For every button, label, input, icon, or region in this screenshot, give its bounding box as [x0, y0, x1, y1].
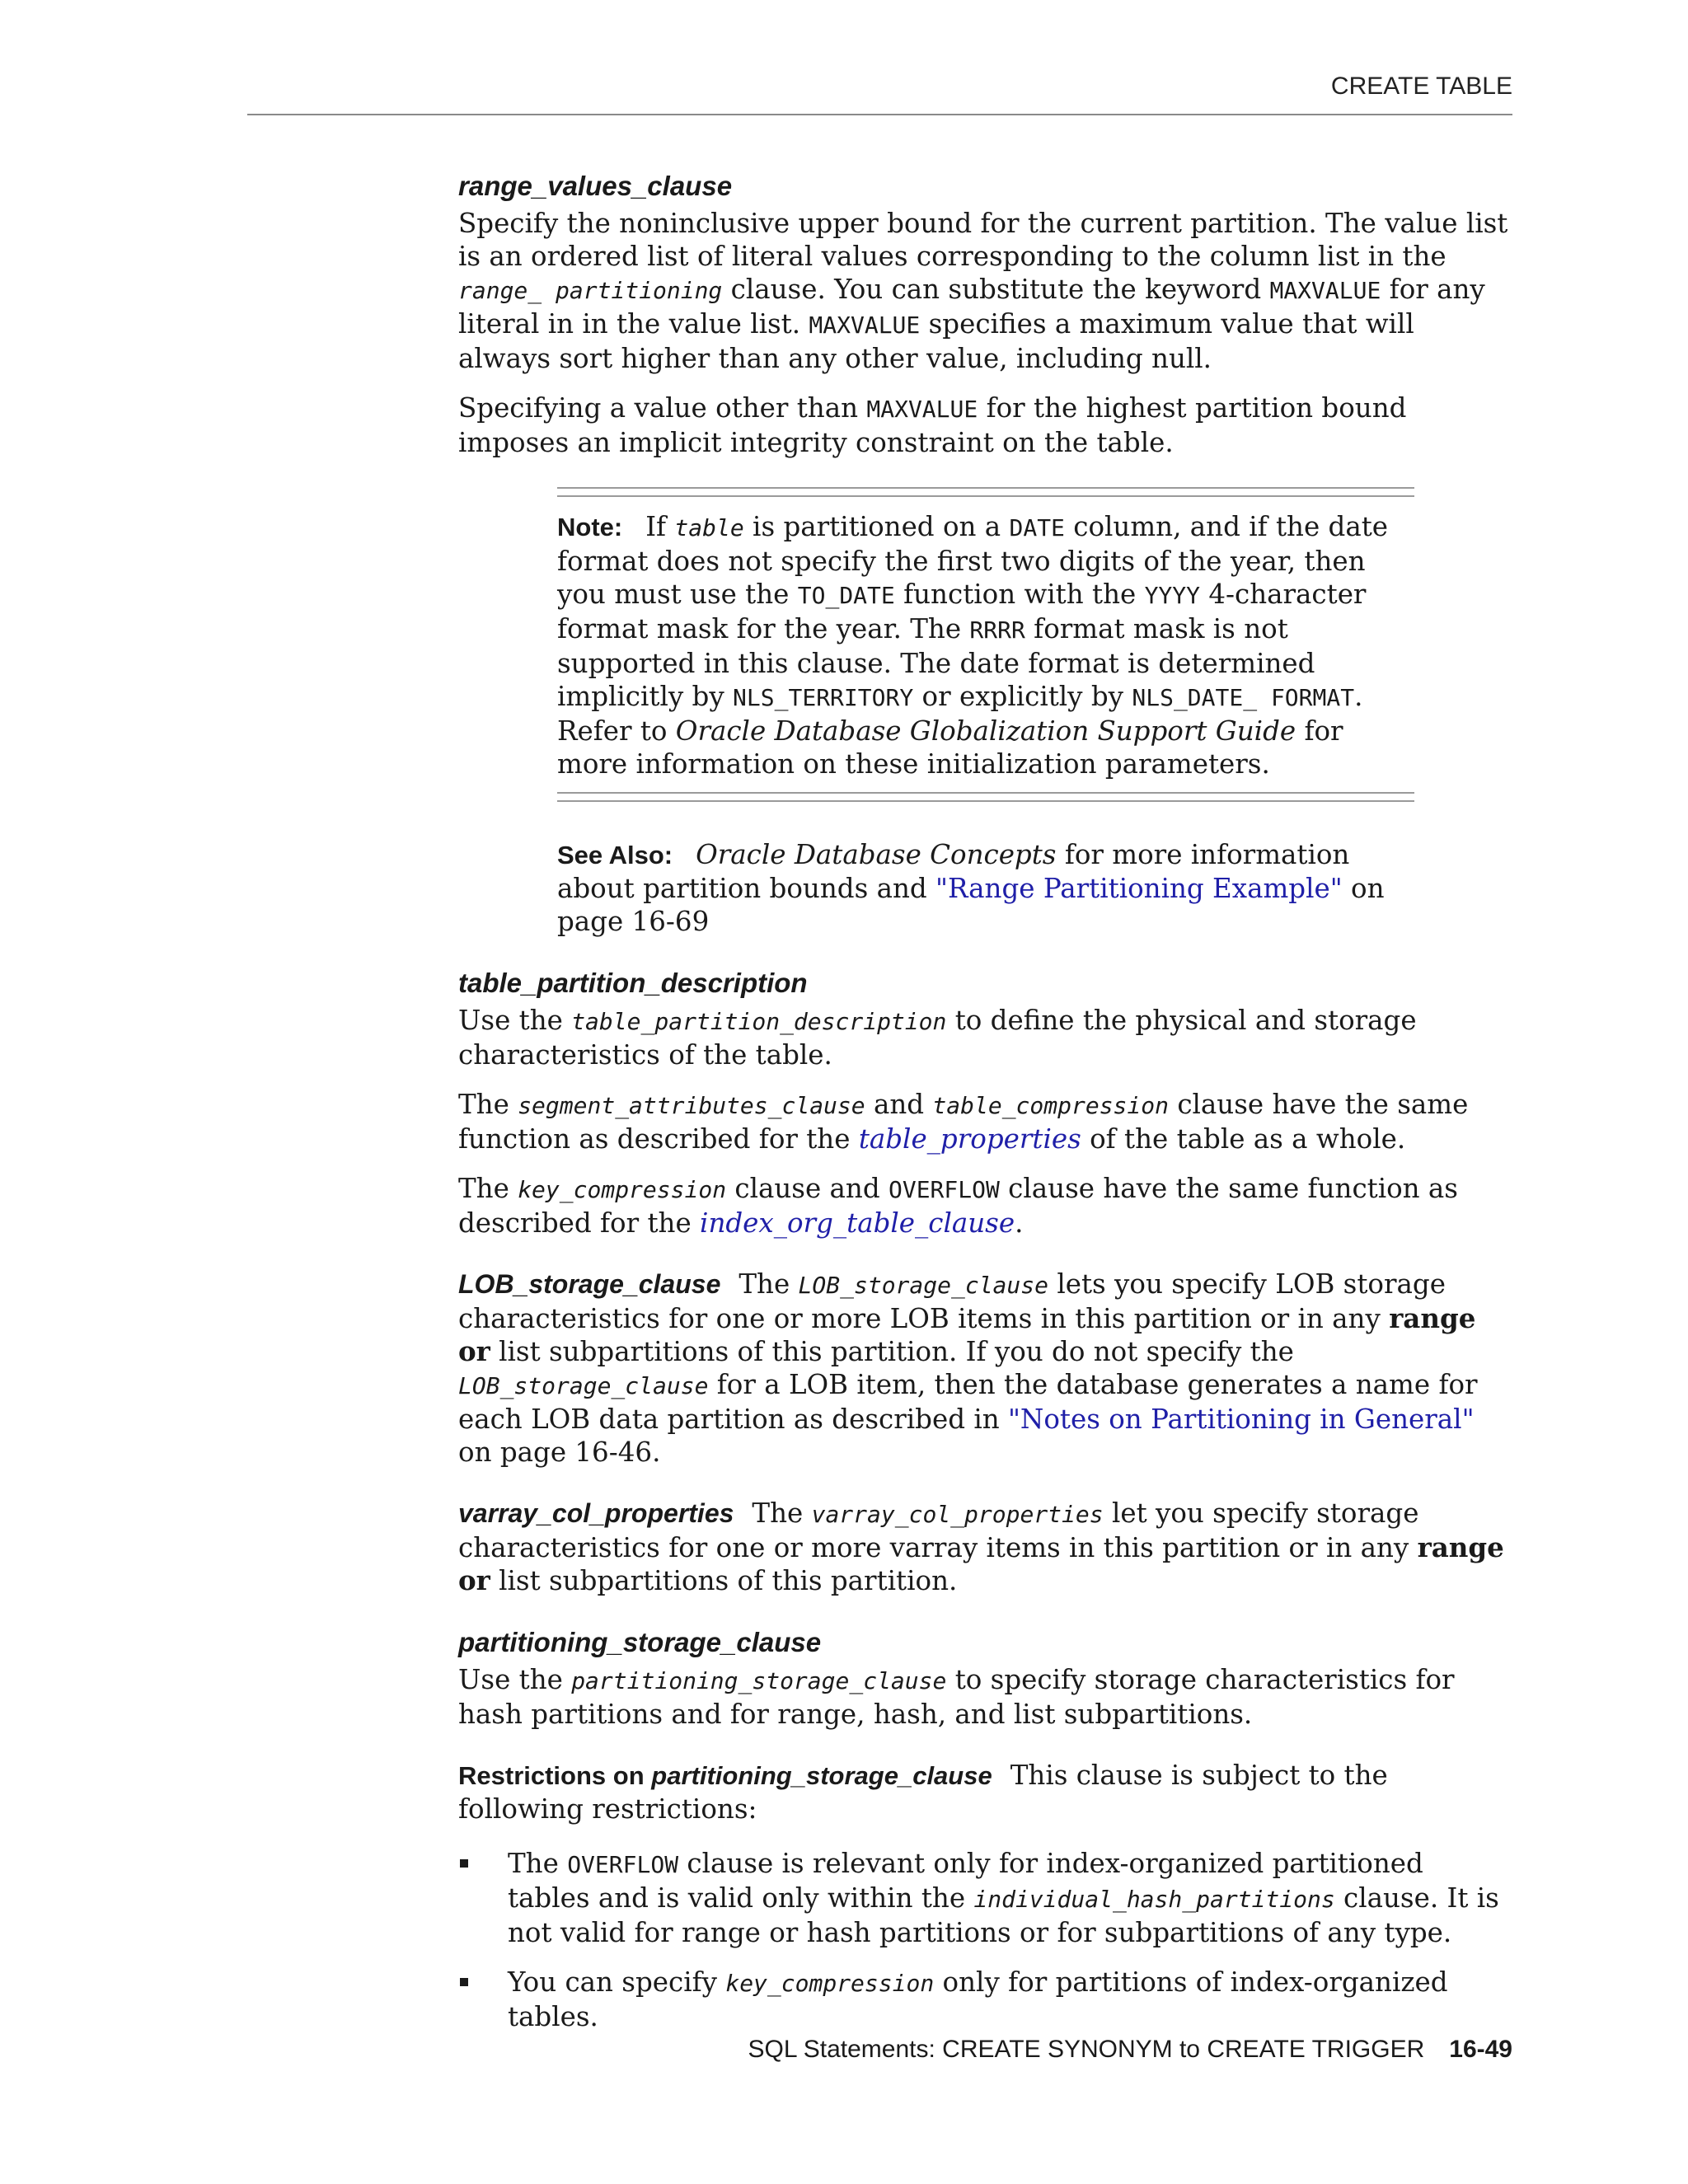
code-to-date: TO_DATE [797, 582, 895, 609]
code-date: DATE [1009, 514, 1065, 541]
text: 4-character format mask for the year. The [557, 579, 1367, 644]
text: on page 16-46. [458, 1436, 661, 1468]
text: You can specify [508, 1966, 726, 1998]
code-key-compression: key_compression [725, 1970, 935, 1997]
footer-title: SQL Statements: CREATE SYNONYM to CREATE TRIGGER [748, 2036, 1425, 2063]
bold-range-or: range or [458, 1302, 1476, 1367]
code-maxvalue: MAXVALUE [866, 396, 978, 423]
text: only for partitions of index-organized tables. [508, 1966, 1448, 2032]
page-footer [247, 2036, 1512, 2064]
text: If [645, 511, 675, 542]
code-yyyy: YYYY [1144, 582, 1201, 609]
runin-lob-storage-clause: LOB_storage_clause [458, 1269, 721, 1299]
text: Use the [458, 1005, 572, 1036]
bullet-square-icon [460, 1859, 468, 1868]
text: for any literal in in the value list. [458, 274, 1485, 340]
text: Use the [458, 1664, 572, 1695]
code-maxvalue: MAXVALUE [809, 312, 921, 339]
note-text [557, 497, 1414, 792]
heading-range-values-clause: range_values_clause [458, 171, 733, 201]
text: is partitioned on a [743, 511, 1010, 542]
text: This clause is subject to the following restrictions: [458, 1760, 1388, 1825]
text: clause. You can substitute the keyword [722, 274, 1270, 305]
book-title: Oracle Database Concepts [696, 839, 1057, 870]
varray-paragraph [458, 1497, 1513, 1597]
text: clause have the same function as described for the [458, 1089, 1469, 1155]
text: clause. It is not valid for range or hash partitions or for subpartitions of any type. [508, 1882, 1499, 1948]
text: clause is relevant only for index-organized partitioned tables and is valid only within the [508, 1848, 1423, 1914]
link-range-partitioning-example[interactable]: "Range Partitioning Example" [935, 873, 1343, 904]
code-nls-date-format: NLS_DATE_ FORMAT [1132, 684, 1355, 711]
link-index-org-table-clause[interactable]: index_org_table_clause [700, 1207, 1015, 1239]
code-partitioning-storage-clause: partitioning_storage_clause [571, 1667, 947, 1694]
text: The [458, 1089, 518, 1120]
bullet-square-icon [460, 1978, 468, 1986]
psc-paragraph-1 [458, 1663, 1513, 1731]
page-body [458, 169, 1513, 2050]
text: clause have the same function as described for the [458, 1173, 1458, 1239]
text: on page 16-69 [557, 873, 1385, 937]
lob-storage-paragraph [458, 1268, 1513, 1469]
text: The [508, 1848, 568, 1879]
text: The [752, 1497, 812, 1529]
text: for more information about partition bounds and [557, 839, 1350, 904]
text: lets you specify LOB storage characteristics for one or more LOB items in this partition or in any [458, 1268, 1446, 1334]
text: function with the [894, 579, 1145, 610]
runin-varray-col-properties: varray_col_properties [458, 1498, 734, 1528]
text: format mask is not supported in this clause. The date format is determined implicitly by [557, 613, 1315, 712]
note-top-rule [557, 487, 1414, 497]
text: list subpartitions of this partition. [490, 1565, 958, 1596]
restrictions-label: Restrictions on [458, 1761, 652, 1790]
code-segment-attributes-clause: segment_attributes_clause [518, 1092, 865, 1119]
restrictions-paragraph [458, 1759, 1513, 1825]
code-lob-storage-clause: LOB_storage_clause [798, 1272, 1048, 1299]
code-table: table [674, 514, 744, 541]
text: to specify storage characteristics for hash partitions and for range, hash, and list subpartitions. [458, 1664, 1455, 1730]
list-item [458, 1966, 1513, 2033]
tpd-paragraph-2 [458, 1088, 1513, 1155]
text: or explicitly by [913, 681, 1132, 712]
range-values-paragraph-1 [458, 207, 1513, 375]
code-overflow: OVERFLOW [888, 1176, 1000, 1203]
code-individual-hash-partitions: individual_hash_partitions [973, 1886, 1335, 1913]
note-label: Note: [557, 513, 623, 541]
tpd-paragraph-3 [458, 1172, 1513, 1240]
code-range-partitioning: range_ partitioning [458, 277, 723, 304]
range-values-paragraph-2 [458, 391, 1513, 459]
text: . Refer to [557, 681, 1363, 747]
text: of the table as a whole. [1081, 1123, 1406, 1155]
text: for a LOB item, then the database generates a name for each LOB data partition as described in [458, 1369, 1478, 1435]
code-rrrr: RRRR [969, 616, 1025, 644]
see-also-label: See Also: [557, 841, 673, 869]
restrictions-list [458, 1847, 1513, 2033]
text: clause and [726, 1173, 889, 1204]
text: The [738, 1268, 799, 1300]
text: The [458, 1173, 518, 1204]
text: for more information on these initialization parameters. [557, 715, 1343, 780]
see-also [557, 838, 1414, 938]
code-varray-col-properties: varray_col_properties [811, 1501, 1104, 1528]
heading-partitioning-storage-clause: partitioning_storage_clause [458, 1627, 822, 1657]
text: . [1015, 1207, 1024, 1239]
bold-range-or: range or [458, 1531, 1504, 1596]
text: list subpartitions of this partition. If you do not specify the [490, 1336, 1294, 1367]
text: and [865, 1089, 933, 1120]
text: Specify the noninclusive upper bound for the current partition. The value list is an ordered list of literal values corresponding to the column list in the [458, 208, 1508, 272]
code-lob-storage-clause: LOB_storage_clause [458, 1372, 709, 1399]
book-title: Oracle Database Globalization Support Guide [675, 715, 1296, 747]
page-number: 16-49 [1449, 2036, 1512, 2063]
code-key-compression: key_compression [518, 1176, 727, 1203]
text: to define the physical and storage characteristics of the table. [458, 1005, 1417, 1071]
text: column, and if the date format does not specify the first two digits of the year, then you must use the [557, 511, 1388, 610]
link-notes-on-partitioning[interactable]: "Notes on Partitioning in General" [1007, 1404, 1475, 1435]
heading-table-partition-description: table_partition_description [458, 968, 808, 998]
text: Specifying a value other than [458, 392, 867, 424]
tpd-paragraph-1 [458, 1004, 1513, 1071]
code-nls-territory: NLS_TERRITORY [733, 684, 914, 711]
running-head: CREATE TABLE [1330, 73, 1512, 100]
code-table-compression: table_compression [932, 1092, 1169, 1119]
link-table-properties[interactable]: table_properties [858, 1123, 1081, 1155]
restrictions-label-clause: partitioning_storage_clause [651, 1761, 992, 1790]
list-item [458, 1847, 1513, 1949]
header-rule [247, 114, 1512, 115]
note-bottom-rule [557, 792, 1414, 802]
note-box [557, 487, 1414, 802]
text: for the highest partition bound imposes an implicit integrity constraint on the table. [458, 392, 1407, 458]
code-maxvalue: MAXVALUE [1269, 277, 1381, 304]
code-table-partition-description: table_partition_description [571, 1008, 947, 1035]
code-overflow: OVERFLOW [567, 1851, 679, 1878]
text: let you specify storage characteristics for one or more varray items in this partition or in any [458, 1497, 1419, 1563]
text: specifies a maximum value that will always sort higher than any other value, including null. [458, 308, 1414, 374]
